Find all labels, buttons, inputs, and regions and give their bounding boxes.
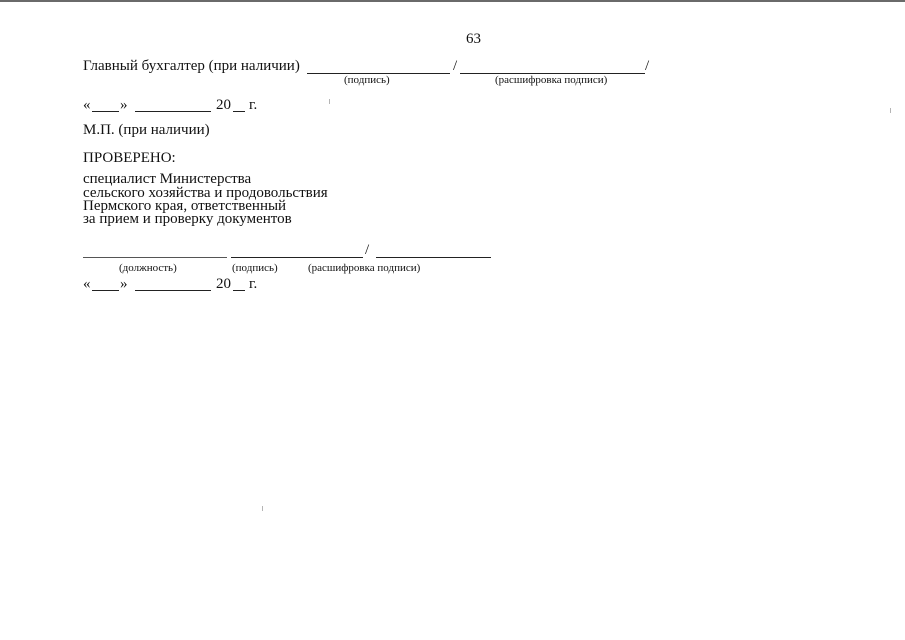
checked-line: сельского хозяйства и продовольствия bbox=[83, 185, 328, 201]
inspector-signature-caption: (подпись) bbox=[232, 262, 278, 274]
date-year-suffix: г. bbox=[249, 97, 258, 113]
date-year-prefix: 20 bbox=[216, 276, 231, 292]
inspector-signature-line bbox=[231, 257, 363, 258]
date-quote-close: » bbox=[120, 97, 128, 113]
date-year-prefix: 20 bbox=[216, 97, 231, 113]
checked-line: Пермского края, ответственный bbox=[83, 198, 287, 214]
inspector-transcript-caption: (расшифровка подписи) bbox=[308, 262, 421, 274]
position-line bbox=[83, 257, 227, 258]
scan-edge bbox=[0, 0, 905, 2]
signature-caption: (подпись) bbox=[344, 74, 390, 86]
inspector-transcript-line bbox=[376, 257, 491, 258]
scan-speck bbox=[262, 506, 263, 511]
date-day-line bbox=[92, 111, 119, 112]
transcript-caption: (расшифровка подписи) bbox=[495, 74, 608, 86]
stamp-note: М.П. (при наличии) bbox=[83, 122, 210, 138]
date-month-line bbox=[135, 111, 211, 112]
scan-speck bbox=[329, 99, 330, 104]
date-year-suffix: г. bbox=[249, 276, 258, 292]
date-month-line bbox=[135, 290, 211, 291]
checked-line: специалист Министерства bbox=[83, 171, 252, 187]
inspector-separator-slash: / bbox=[365, 242, 370, 258]
separator-slash: / bbox=[453, 58, 458, 74]
end-slash: / bbox=[645, 58, 650, 74]
date-quote-open: « bbox=[83, 276, 91, 292]
page-number: 63 bbox=[466, 31, 481, 47]
checked-heading: ПРОВЕРЕНО: bbox=[83, 150, 176, 166]
scan-speck bbox=[890, 108, 891, 113]
date-quote-open: « bbox=[83, 97, 91, 113]
date-quote-close: » bbox=[120, 276, 128, 292]
date-year-line bbox=[233, 111, 245, 112]
checked-line: за прием и проверку документов bbox=[83, 211, 292, 227]
date-day-line bbox=[92, 290, 119, 291]
date-year-line bbox=[233, 290, 245, 291]
position-caption: (должность) bbox=[119, 262, 177, 274]
chief-accountant-label: Главный бухгалтер (при наличии) bbox=[83, 58, 300, 74]
